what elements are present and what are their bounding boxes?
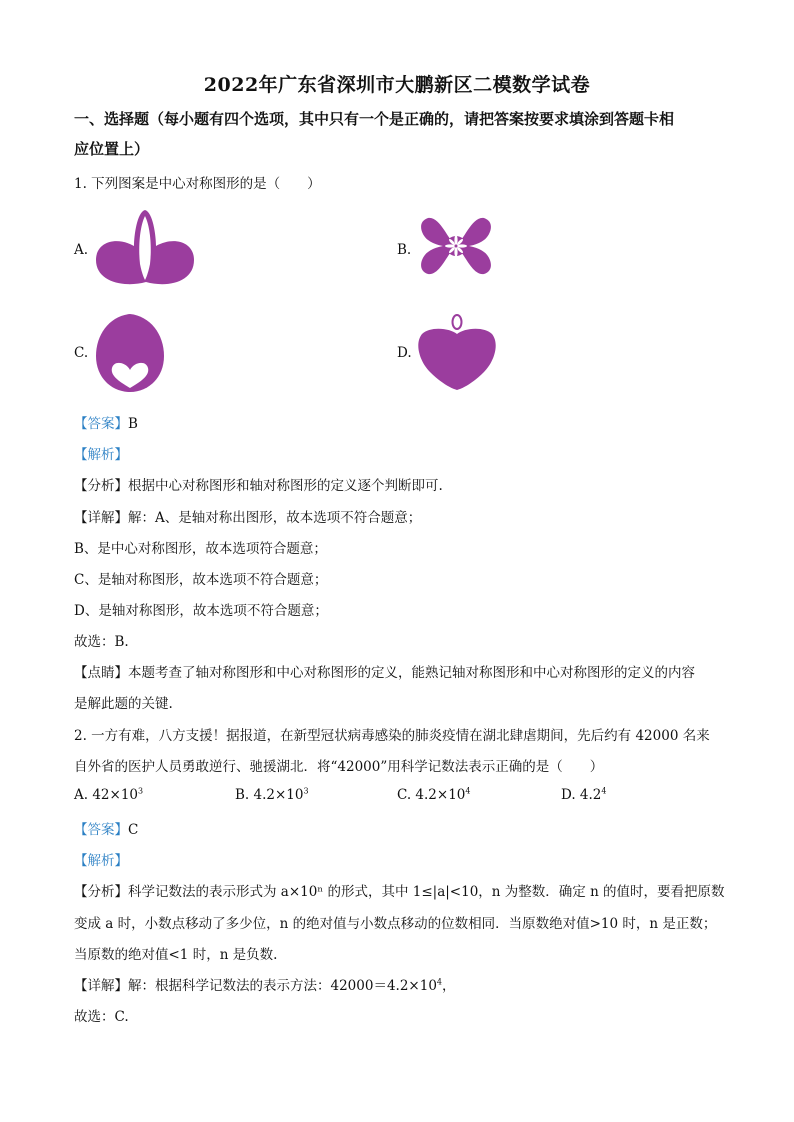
choice-text: B. 4.2×10 bbox=[235, 787, 304, 803]
q1-dianjing bbox=[74, 661, 695, 681]
q1-xiangjie bbox=[74, 506, 421, 526]
q1-detail-line: B、是中心对称图形，故本选项符合题意； bbox=[74, 541, 327, 557]
answer-value: C bbox=[128, 822, 139, 838]
q1-option-b-label: B. bbox=[397, 242, 412, 258]
q2-xiangjie bbox=[74, 974, 456, 994]
jiexi-tag: 【解析】 bbox=[74, 447, 128, 463]
choice-text: A. 42×10 bbox=[74, 787, 138, 803]
q1-fenxi bbox=[74, 474, 443, 494]
q1-stem: 1. 下列图案是中心对称图形的是（ ） bbox=[74, 176, 321, 192]
fenxi-tag: 【分析】 bbox=[74, 884, 128, 900]
q2-jiexi bbox=[74, 849, 128, 869]
q1-answer bbox=[74, 412, 138, 432]
q2-choice-d bbox=[561, 787, 607, 803]
section-heading-line2: 应位置上） bbox=[74, 140, 150, 158]
dianjing-tag: 【点睛】 bbox=[74, 665, 128, 681]
xiangjie-punct: ， bbox=[442, 978, 456, 994]
q2-choice-a bbox=[74, 787, 143, 803]
q2-final: 故选：C. bbox=[74, 1009, 129, 1025]
xiangjie-text: 解：A、是轴对称出图形，故本选项不符合题意； bbox=[128, 510, 422, 526]
q2-fenxi-line3: 当原数的绝对值<1 时，n 是负数. bbox=[74, 947, 278, 963]
choice-exponent: 4 bbox=[601, 786, 607, 796]
xiangjie-tag: 【详解】 bbox=[74, 978, 128, 994]
xiangjie-tag: 【详解】 bbox=[74, 510, 128, 526]
page-title: 2022年广东省深圳市大鹏新区二模数学试卷 bbox=[203, 74, 591, 96]
q1-dianjing-line2: 是解此题的关键. bbox=[74, 696, 173, 712]
answer-tag: 【答案】 bbox=[74, 822, 128, 838]
q1-option-c-figure bbox=[94, 312, 166, 394]
xiangjie-text: 解：根据科学记数法的表示方法：42000＝4.2×10 bbox=[128, 978, 437, 994]
fenxi-text: 科学记数法的表示形式为 a×10ⁿ 的形式，其中 1≤|a|<10，n 为整数．确定 n 的值时，要看把原数 bbox=[128, 884, 725, 900]
q1-detail-line: 故选：B. bbox=[74, 634, 129, 650]
q2-choice-c bbox=[397, 787, 470, 803]
q1-option-d-figure bbox=[416, 312, 498, 392]
q2-choice-b bbox=[235, 787, 309, 803]
fenxi-text: 根据中心对称图形和轴对称图形的定义逐个判断即可. bbox=[128, 478, 443, 494]
q1-option-a-label: A. bbox=[74, 242, 89, 258]
q1-option-b-figure bbox=[418, 210, 494, 282]
choice-exponent: 3 bbox=[303, 786, 309, 796]
answer-value: B bbox=[128, 416, 138, 432]
q1-option-a-figure bbox=[94, 206, 196, 288]
q2-answer bbox=[74, 818, 138, 838]
q1-option-c-label: C. bbox=[74, 345, 89, 361]
xiangjie-exponent: 4 bbox=[436, 977, 442, 987]
dianjing-text: 本题考查了轴对称图形和中心对称图形的定义，能熟记轴对称图形和中心对称图形的定义的内容 bbox=[128, 665, 695, 681]
q1-detail-line: D、是轴对称图形，故本选项不符合题意； bbox=[74, 603, 328, 619]
choice-text: C. 4.2×10 bbox=[397, 787, 466, 803]
q1-jiexi bbox=[74, 443, 128, 463]
q2-stem-line2: 自外省的医护人员勇敢逆行、驰援湖北．将“42000”用科学记数法表示正确的是（ ） bbox=[74, 759, 604, 775]
q1-option-d-label: D. bbox=[397, 345, 412, 361]
section-heading-line1: 一、选择题（每小题有四个选项，其中只有一个是正确的，请把答案按要求填涂到答题卡相 bbox=[74, 110, 675, 128]
fenxi-tag: 【分析】 bbox=[74, 478, 128, 494]
choice-text: D. 4.2 bbox=[561, 787, 602, 803]
q2-fenxi-line2: 变成 a 时，小数点移动了多少位，n 的绝对值与小数点移动的位数相同．当原数绝对值>10 时，n 是正数； bbox=[74, 916, 717, 932]
jiexi-tag: 【解析】 bbox=[74, 853, 128, 869]
choice-exponent: 3 bbox=[138, 786, 144, 796]
choice-exponent: 4 bbox=[465, 786, 471, 796]
q1-detail-line: C、是轴对称图形，故本选项不符合题意； bbox=[74, 572, 328, 588]
answer-tag: 【答案】 bbox=[74, 416, 128, 432]
q2-fenxi bbox=[74, 880, 725, 900]
q2-stem-line1: 2. 一方有难，八方支援！据报道，在新型冠状病毒感染的肺炎疫情在湖北肆虐期间，先后约有 42000 名来 bbox=[74, 728, 710, 744]
